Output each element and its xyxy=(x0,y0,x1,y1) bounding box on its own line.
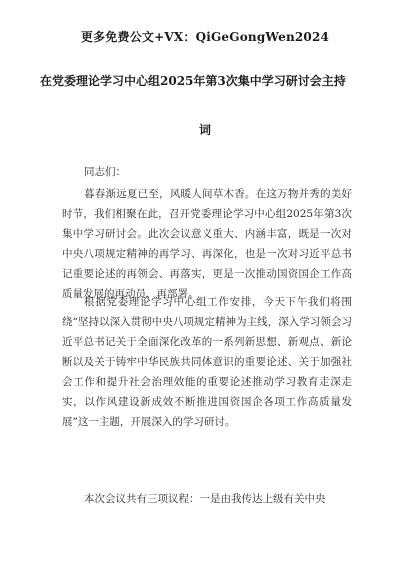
paragraph: 暮春渐远夏已至，风暖人间草木香。在这万物并秀的美好时节，我们相聚在此，召开党委理论学习中心组2025年第3次集中学习研讨会。此次会议意义重大、内涵丰富，既是一次对中央八项规定精神的再学习、再深化，也是一次对习近平总书记重要论述的再领会、再落实，更是一次推动国资国企工作高质量发展的再动员、再部署。 xyxy=(62,188,352,300)
paragraph: 本次会议共有三项议程：一是由我传达上级有关中央 xyxy=(84,493,326,505)
salutation: 同志们： xyxy=(84,166,126,178)
document-title: 在党委理论学习中心组2025年第3次集中学习研讨会主持 xyxy=(40,74,346,88)
document-title-tail: 词 xyxy=(198,123,211,137)
promo-header: 更多免费公文+VX：QiGeGongWen2024 xyxy=(80,30,330,44)
paragraph: 根据党委理论学习中心组工作安排，今天下午我们将围绕“坚持以深入贯彻中央八项规定精神为主线，深入学习领会习近平总书记关于全面深化改革的一系列新思想、新观点、新论断以及关于铸牢中华民族共同体意识的重要论述、关于加强社会工作和提升社会治理效能的重要论述推动学习教育走深走实，以作风建设新成效不断推进国资国企各项工作高质量发展”这一主题，开展深入的学习研讨。 xyxy=(62,296,352,428)
